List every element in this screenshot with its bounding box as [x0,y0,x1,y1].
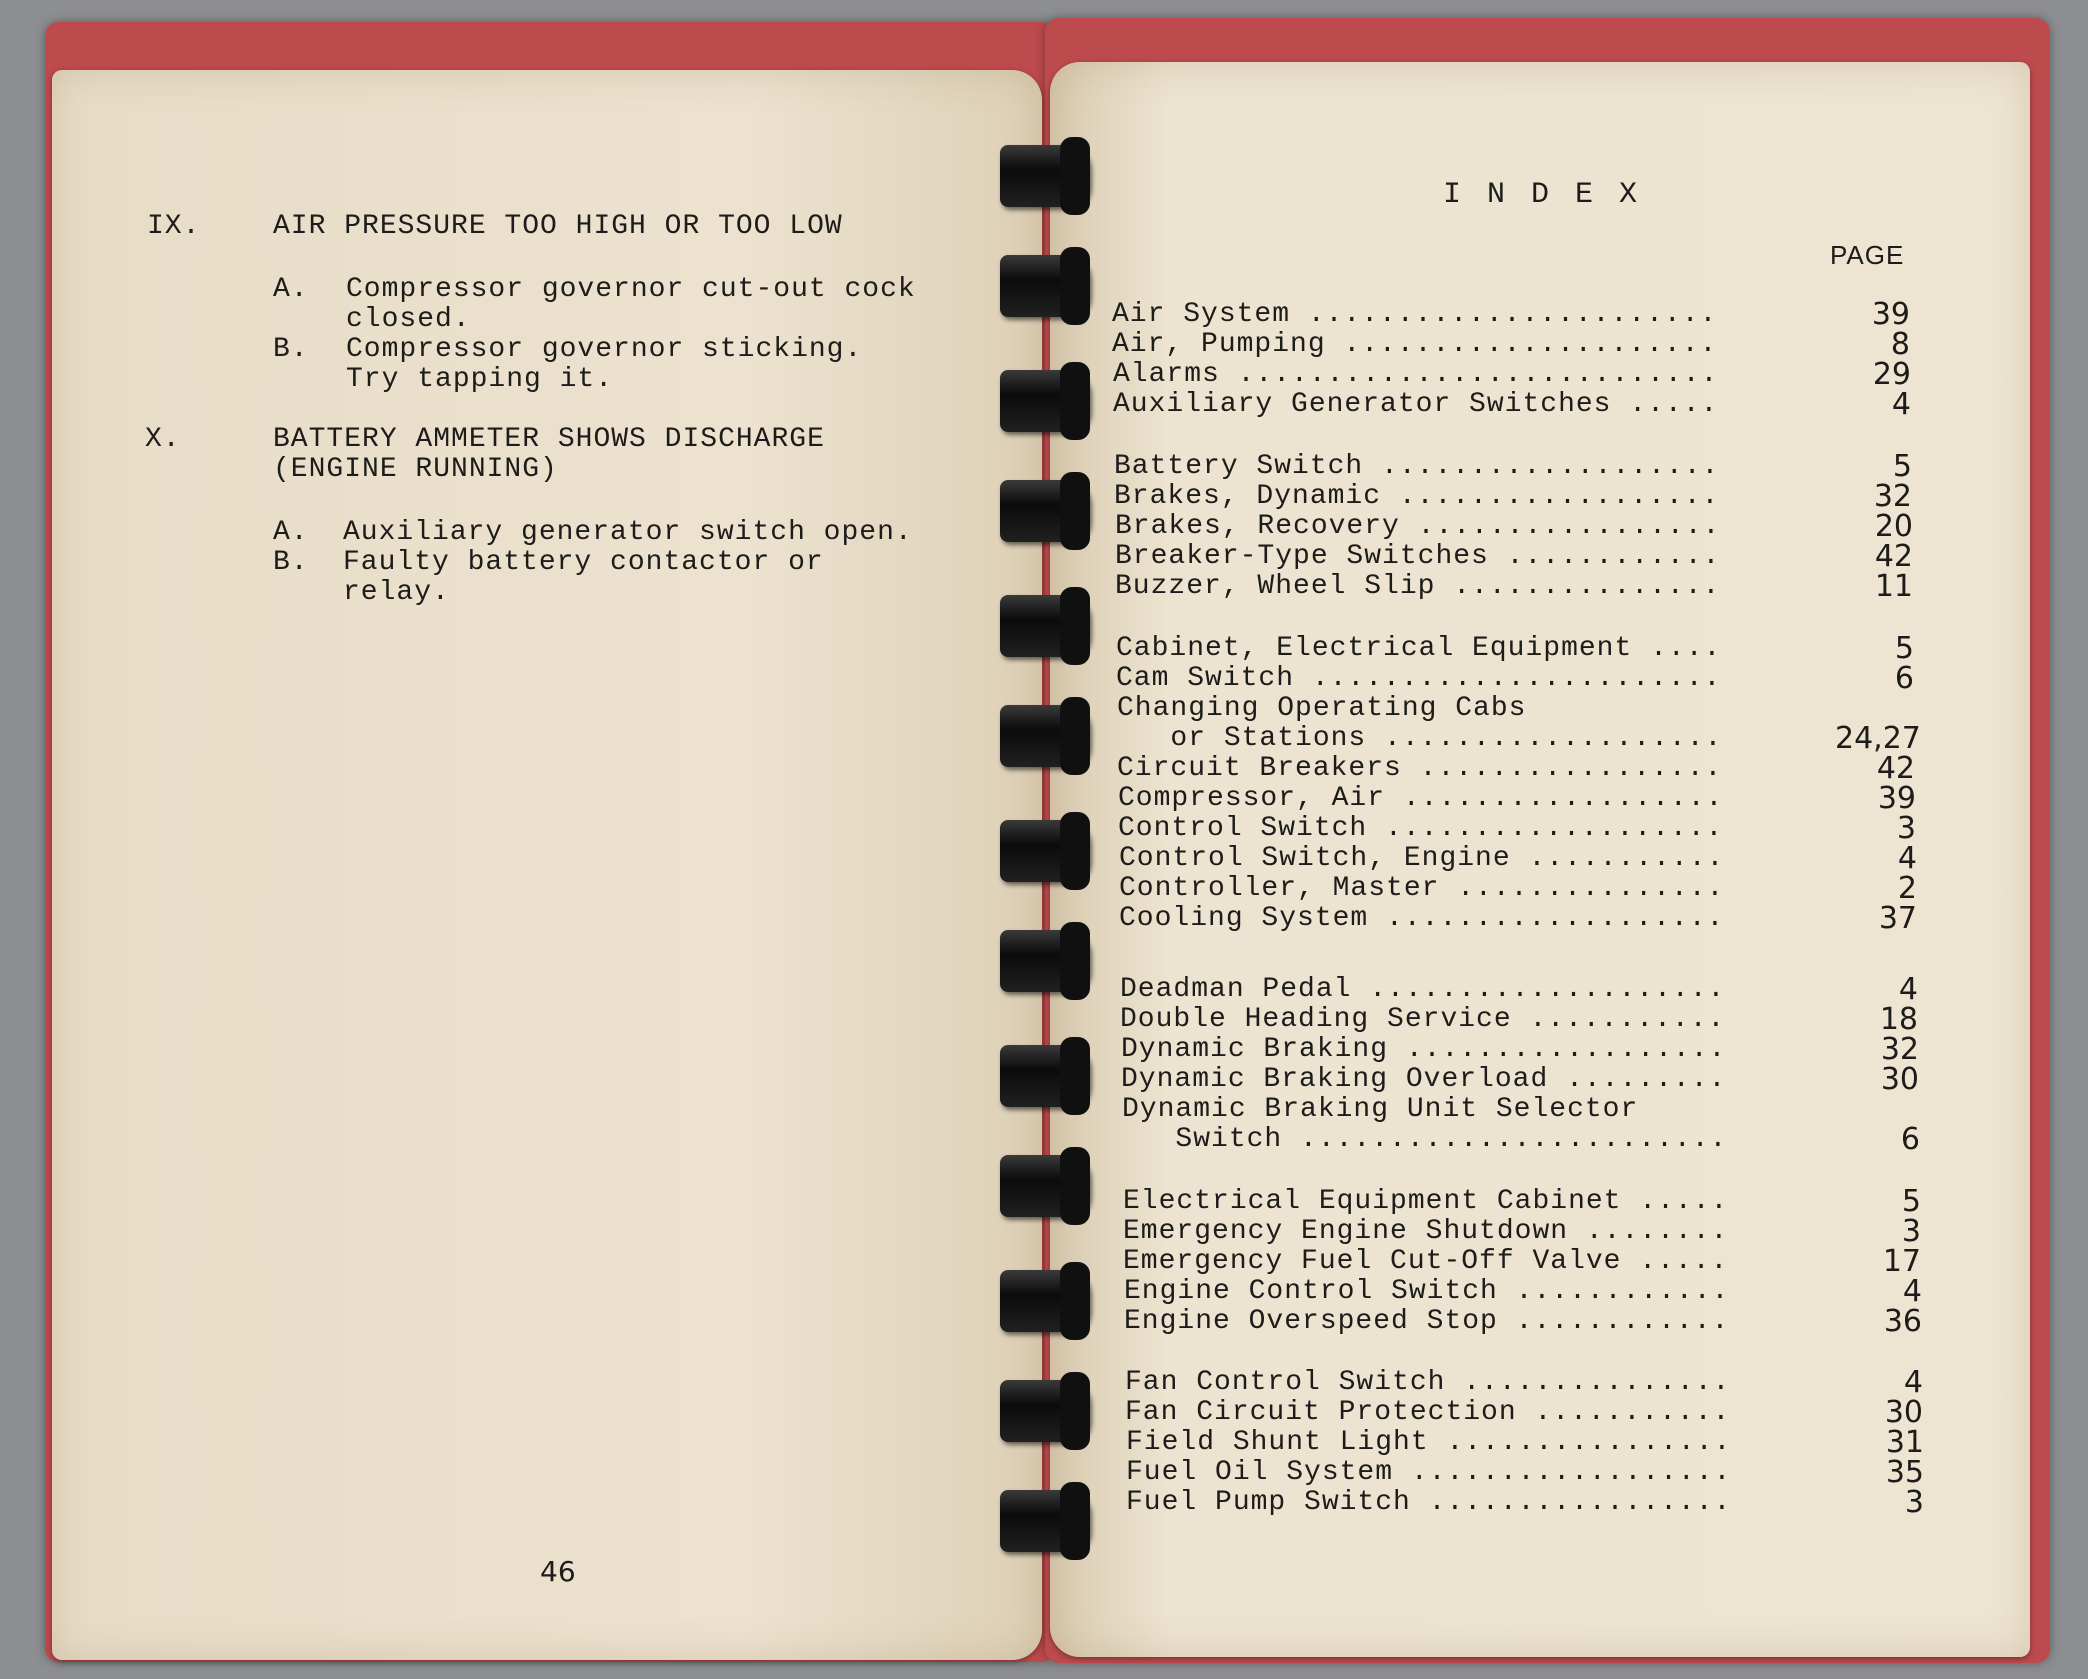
index-entry-page: 35 [1885,1455,1924,1490]
item-ix-a-letter: A. [273,274,309,305]
index-entry-page: 4 [1898,972,1918,1007]
index-entry-page: 18 [1879,1002,1918,1037]
index-entry-page: 37 [1878,901,1917,936]
index-entry-name: Cabinet, Electrical Equipment .... [1116,633,1722,664]
index-entry-page: 5 [1892,449,1912,484]
index-entry-name: Emergency Engine Shutdown ........ [1123,1216,1729,1247]
index-entry-page: 39 [1871,297,1910,332]
index-entry-name: Auxiliary Generator Switches ..... [1113,389,1719,420]
index-entry-page: 30 [1884,1395,1923,1430]
index-entry-page: 42 [1876,751,1915,786]
index-entry-name: Emergency Fuel Cut-Off Valve ..... [1123,1246,1729,1277]
item-x-a-line1: Auxiliary generator switch open. [343,517,913,548]
binding-coil [1000,705,1090,767]
index-entry-name: Air, Pumping ..................... [1112,329,1718,360]
binding-coil [1000,1490,1090,1552]
item-ix-a-line1: Compressor governor cut-out cock [346,274,916,305]
index-entry-page: 32 [1880,1032,1919,1067]
index-entry-page: 4 [1902,1274,1922,1309]
index-entry-name: or Stations ................... [1117,723,1723,754]
spiral-binding [1000,130,1095,1580]
item-ix-b-letter: B. [273,334,309,365]
index-entry-name: Dynamic Braking Overload ......... [1121,1064,1727,1095]
index-entry-page: 20 [1874,509,1913,544]
index-entry-name: Deadman Pedal .................... [1120,974,1726,1005]
index-entry-name: Compressor, Air .................. [1118,783,1724,814]
index-entry-page: 5 [1901,1184,1921,1219]
index-entry-name: Brakes, Dynamic .................. [1114,481,1720,512]
index-entry-name: Cam Switch ....................... [1116,663,1722,694]
index-entry-page: 8 [1890,327,1910,362]
binding-coil [1000,480,1090,542]
index-title: I N D E X [1443,178,1642,212]
index-entry-page: 5 [1894,631,1914,666]
index-entry-name: Dynamic Braking .................. [1121,1034,1727,1065]
index-entry-name: Circuit Breakers ................. [1117,753,1723,784]
index-entry-page: 6 [1900,1122,1920,1157]
index-entry-name: Engine Control Switch ............ [1124,1276,1730,1307]
index-entry-name: Cooling System ................... [1119,903,1725,934]
index-entry-name: Fan Circuit Protection ........... [1125,1397,1731,1428]
index-entry-page: 3 [1896,811,1916,846]
section-x-numeral: X. [145,424,181,455]
index-entry-name: Electrical Equipment Cabinet ..... [1123,1186,1729,1217]
index-entry-name: Buzzer, Wheel Slip ............... [1115,571,1721,602]
binding-coil [1000,595,1090,657]
index-entry-name: Fan Control Switch ............... [1125,1367,1731,1398]
item-ix-a-line2: closed. [346,304,471,335]
index-entry-name: Alarms ........................... [1113,359,1719,390]
index-entry-name: Field Shunt Light ................ [1126,1427,1732,1458]
index-page-header: PAGE [1830,240,1905,270]
section-x-heading-line1: BATTERY AMMETER SHOWS DISCHARGE [273,424,825,455]
index-entry-name: Controller, Master ............... [1119,873,1725,904]
binding-coil [1000,1270,1090,1332]
binding-coil [1000,255,1090,317]
item-ix-b-line1: Compressor governor sticking. [346,334,863,365]
index-entry-page: 4 [1903,1365,1923,1400]
index-entry-page: 3 [1901,1214,1921,1249]
index-entry-page: 36 [1883,1304,1922,1339]
index-entry-page: 17 [1882,1244,1921,1279]
binding-coil [1000,930,1090,992]
item-x-a-letter: A. [273,517,309,548]
section-x-heading-line2: (ENGINE RUNNING) [273,454,558,485]
index-entry-page: 3 [1904,1485,1924,1520]
index-entry-page: 39 [1877,781,1916,816]
index-entry-name: Dynamic Braking Unit Selector [1122,1094,1639,1125]
item-ix-b-line2: Try tapping it. [346,364,614,395]
index-entry-page: 24,27 [1835,721,1921,756]
item-x-b-line1: Faulty battery contactor or [343,547,824,578]
index-entry-page: 6 [1894,661,1914,696]
index-entry-page: 30 [1880,1062,1919,1097]
index-entry-name: Air System ....................... [1112,299,1718,330]
binding-coil [1000,145,1090,207]
left-page-number: 46 [540,1555,576,1588]
index-entry-name: Engine Overspeed Stop ............ [1124,1306,1730,1337]
binding-coil [1000,1155,1090,1217]
index-entry-name: Fuel Oil System .................. [1126,1457,1732,1488]
index-entry-name: Control Switch, Engine ........... [1119,843,1725,874]
index-entry-name: Brakes, Recovery ................. [1115,511,1721,542]
index-entry-page: 42 [1874,539,1913,574]
item-x-b-letter: B. [273,547,309,578]
index-entry-name: Fuel Pump Switch ................. [1126,1487,1732,1518]
index-entry-page: 31 [1885,1425,1924,1460]
index-entry-page: 4 [1891,387,1911,422]
binding-coil [1000,1045,1090,1107]
index-entry-name: Changing Operating Cabs [1117,693,1527,724]
index-entry-name: Control Switch ................... [1118,813,1724,844]
binding-coil [1000,1380,1090,1442]
binding-coil [1000,820,1090,882]
index-entry-page: 32 [1873,479,1912,514]
index-entry-name: Battery Switch ................... [1114,451,1720,482]
binding-coil [1000,370,1090,432]
index-entry-name: Double Heading Service ........... [1120,1004,1726,1035]
item-x-b-line2: relay. [343,577,450,608]
section-ix-numeral: IX. [147,211,201,242]
index-entry-name: Breaker-Type Switches ............ [1115,541,1721,572]
left-page [52,70,1042,1660]
index-entry-page: 11 [1874,569,1913,604]
section-ix-heading: AIR PRESSURE TOO HIGH OR TOO LOW [273,211,843,242]
index-entry-page: 2 [1897,871,1917,906]
index-entry-page: 4 [1897,841,1917,876]
index-entry-page: 29 [1872,357,1911,392]
index-entry-name: Switch ........................ [1122,1124,1728,1155]
